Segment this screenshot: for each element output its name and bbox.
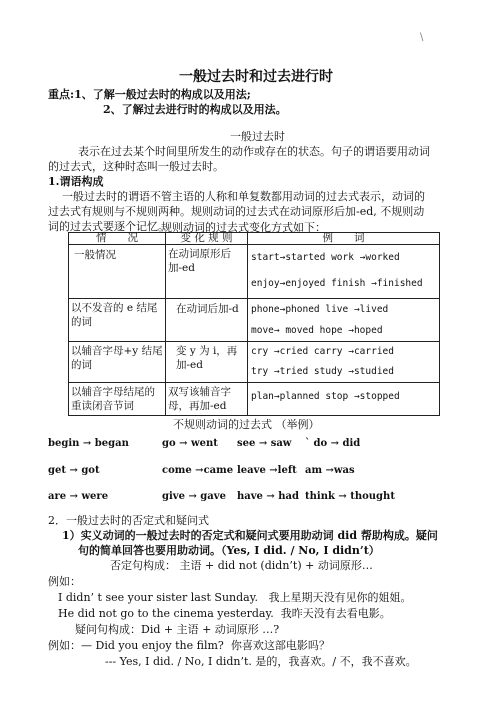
irregular-row [0, 491, 500, 505]
row-rule: 双写该辅音字母，再加-ed [166, 383, 248, 416]
definition-line-1: 表示在过去某个时间里所发生的动作或存在的状态。句子的谓语要用动词 [78, 145, 430, 158]
irregular-row [0, 465, 500, 479]
table-caption: 规则动词的过去式变化方式如下： [161, 221, 326, 234]
example-english: I didn’ t see your sister last Sunday. [58, 591, 258, 604]
paragraph-line-2: 过去式有规则与不规则两种。规则动词的过去式在动词原形后加-ed, 不规则动 [48, 205, 425, 218]
example-line: phone→phoned live →lived [251, 304, 389, 315]
example-label: 例如： [48, 575, 81, 588]
example-line: start→started work →worked [251, 252, 400, 263]
row-case: 以辅音字母+y 结尾的词 [69, 342, 166, 383]
example-sentence-1 [58, 589, 411, 605]
question-formula: 疑问句构成：Did + 主语 + 动词原形 …? [75, 623, 280, 636]
row-case: 以辅音字母结尾的重读闭音节词 [69, 383, 166, 416]
definition-line-2: 的过去式，这种时态叫一般过去时。 [48, 160, 224, 173]
question-chinese: 你喜欢这部电影吗？ [230, 639, 330, 652]
section-heading-negative-question: 2．一般过去时的否定式和疑问式 [48, 514, 209, 527]
row-examples [248, 299, 440, 342]
corner-mark: \ [420, 32, 424, 43]
regular-verb-table [68, 232, 440, 416]
rule-line-2: 句的简单回答也要用助动词。（Yes, I did. / No, I didn’t） [78, 544, 380, 557]
irregular-row [0, 438, 500, 452]
focus-item-2: 2、了解过去进行时的构成以及用法。 [103, 103, 287, 116]
irregular-pair: have → had [237, 491, 300, 502]
header-case: 情 况 [69, 233, 166, 245]
irregular-pair: come →came [162, 465, 234, 476]
example-sentence-2 [58, 605, 391, 621]
example-chinese: 我上星期天没有见你的姐姐。 [268, 591, 412, 604]
focus-item-1: 1、了解一般过去时的构成以及用法; [74, 88, 251, 101]
header-rule: 变 化 规 则 [166, 233, 248, 245]
question-example [48, 637, 330, 653]
question-english: — Did you enjoy the film? [81, 639, 224, 652]
example-line: plan→planned stop →stopped [251, 391, 400, 402]
irregular-pair: see → saw [237, 438, 292, 449]
row-case: 一般情况 [69, 245, 166, 299]
table-row [69, 383, 440, 416]
focus-line-1 [48, 86, 251, 102]
row-rule: 变 y 为 i，再加-ed [166, 342, 248, 383]
table-row [69, 299, 440, 342]
row-examples [248, 245, 440, 299]
irregular-pair: ` do → did [305, 438, 361, 449]
irregular-pair: are → were [48, 491, 109, 502]
irregular-pair: am →was [305, 465, 355, 476]
irregular-pair: leave →left [237, 465, 297, 476]
question-label: 例如： [48, 639, 81, 652]
table-row [69, 245, 440, 299]
example-line: enjoy→enjoyed finish →finished [251, 278, 423, 289]
row-rule: 在动词后加-d [166, 299, 248, 342]
example-english: He did not go to the cinema yesterday. [58, 607, 274, 620]
section-heading-simple-past: 一般过去时 [230, 130, 285, 143]
page-title: 一般过去时和过去进行时 [179, 69, 333, 85]
subsection-predicate: 1.谓语构成 [48, 175, 104, 188]
example-line: cry →cried carry →carried [251, 346, 394, 357]
irregular-pair: give → gave [162, 491, 226, 502]
example-line: try →tried study →studied [251, 366, 394, 377]
header-examples: 例 词 [248, 233, 440, 245]
focus-label: 重点: [48, 88, 75, 101]
row-examples [248, 342, 440, 383]
row-rule: 在动词原形后加-ed [166, 245, 248, 299]
paragraph-line-1: 一般过去时的谓语不管主语的人称和单复数都用动词的过去式表示，动词的 [62, 190, 425, 203]
answer-line: --- Yes, I did. / No, I didn’t. 是的，我喜欢。/ 不，我不喜欢。 [105, 655, 417, 668]
table-row [69, 342, 440, 383]
example-line: move→ moved hope →hoped [251, 325, 383, 336]
irregular-caption: 不规则动词的过去式 （举例） [173, 418, 320, 431]
example-chinese: 我昨天没有去看电影。 [280, 607, 391, 620]
irregular-pair: get → got [48, 465, 100, 476]
paragraph-line-3: 词的过去式要逐个记忆。 [48, 220, 169, 233]
rule-line-1: 1）实义动词的一般过去时的否定式和疑问式要用助动词 did 帮助构成。疑问 [62, 529, 438, 542]
row-case: 以不发音的 e 结尾的词 [69, 299, 166, 342]
negative-formula: 否定句构成： 主语 + did not (didn’t) + 动词原形… [110, 559, 373, 572]
table-header-row [69, 233, 440, 245]
row-examples [248, 383, 440, 416]
irregular-pair: go → went [162, 438, 218, 449]
irregular-pair: think → thought [305, 491, 395, 502]
irregular-pair: begin → began [48, 438, 129, 449]
